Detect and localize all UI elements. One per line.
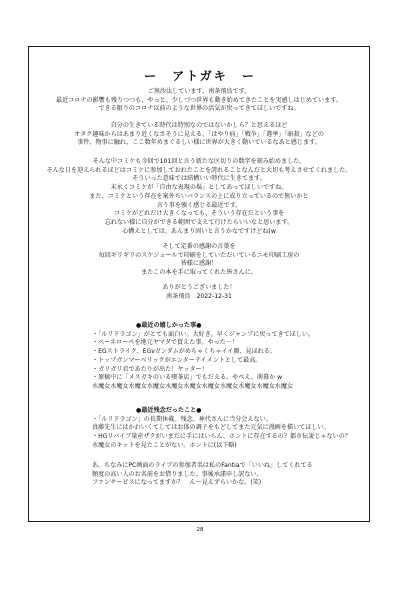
section-heading: ●最近残念だったこと● — [136, 407, 202, 414]
sad-list — [92, 407, 392, 451]
text-line: 頻度の高い人のお名前をお借りました。事後承諾申し訳ない。 — [92, 470, 263, 478]
list-item: 水魔女水魔女水魔女水魔女水魔女水魔女水魔女水魔女水魔女水魔女水魔女 — [92, 382, 294, 390]
text-line: ありがとうございました！ — [162, 284, 236, 291]
list-item: ・ガリガリ君であたりが出た！ヤッター！ — [92, 365, 208, 373]
paragraph-era — [36, 122, 362, 148]
list-item: ・ベーネローペを地元ヤマダで買えた事。やった－！ — [92, 339, 238, 347]
paragraph-comike — [36, 158, 362, 236]
section-heading: ●最近の嬉しかった事● — [136, 322, 202, 329]
author-date: 南条飛鳥 2022-12-31 — [166, 292, 232, 300]
text-line: 言う事を強く感じる最近です。 — [156, 201, 242, 209]
text-line: そんな中コミケも今回で101回と言う新たな区切りの数字を刻み始めました。 — [92, 158, 306, 165]
text-line: あ、ちなみにPC画面のライブの参加者名は私のFantiaで「いいね」してくれてる — [92, 462, 313, 469]
list-item: 真藤先生にはかわいくてしてはお体の調子をもどしてまた元気に漫画を描いてほしい。 — [92, 424, 330, 432]
list-item: ・原稿中に「メスガキのいる喫茶店」でもだえる。やべえ。萌幕か w — [92, 374, 283, 382]
intro-paragraph — [36, 88, 362, 114]
happy-list — [92, 322, 392, 392]
text-line: 忘れない様に自分ができる範囲で支えて行けたらいいなと思います。 — [104, 218, 294, 226]
text-line: 心構えとしては、あんまり固いと言うかなですけどね(w — [122, 227, 276, 235]
text-line: 毎回ギリギリのスケジュールで印刷をしていただいているニモ印刷工房の — [98, 251, 300, 259]
list-item: ・「ルリドラゴン」の長期休載。残念。神代さんに当分会えない。 — [92, 415, 272, 423]
text-line: 末永くコミケが「自由な表現の場」としてあってほしいですね。 — [110, 184, 288, 192]
text-line: できる限りのコロナ以前のような世界の活気が戻ってきてほしいですね。 — [98, 105, 300, 113]
text-line: そして定番の感謝の言葉を — [162, 243, 236, 250]
text-line: 最近コロナの影響も残りつつも、やっと、少しづつ世界も動き始めてきたことを実感しはじめています。 — [56, 96, 342, 104]
page-number: 28 — [196, 527, 204, 533]
text-line: オタク趣味からはあまり近くなさそうに見える。「はやり病」「戦争」「選挙」「暗殺」などの — [74, 130, 324, 138]
text-line: ファンサービスになってますか？ ん～見えずらいかな。(笑) — [92, 479, 262, 487]
text-line: 自分の生きている時代は特別なのではないかしら？と思えるほど — [110, 122, 288, 129]
page-title: ー アトガキ ー — [144, 69, 256, 83]
list-item: ・EGストライク、EGνガンダムがめちゃくちゃイイ顔、見ほれる。 — [92, 348, 276, 356]
text-line: そういった意味では結構いい時代に生きてます。 — [132, 175, 266, 183]
list-item: 水魔女のキットを見たことがない。ホントに(以下略) — [92, 441, 237, 449]
text-line: 事件、物事に触れ、ここ数年めまぐるしい様に世界が大きく動いているなあと感じます。 — [77, 139, 321, 147]
list-item: ・HGリバイブ量産ザクがいまだに手にはいらん、ホントに存在するの？都市伝説じゃないの？ — [92, 433, 351, 441]
signature-block — [36, 284, 362, 301]
text-line: コミケがどれだけ大きくなっても、そういう存在だという事を — [113, 210, 285, 218]
paragraph-thanks — [36, 243, 362, 278]
text-line: 皆様に感謝！ — [180, 260, 218, 268]
text-line: また、コミケという存在を案外ちいバランスの上に成り立っているので無いかと — [89, 192, 309, 200]
text-line: そんな日を迎えられるほどはコミケに参加しておれたことを誇れることなんだと大切も考えさせてくれました。 — [46, 166, 352, 174]
list-item: ・トップガンマーベリックがエンターテイメントとして最高。 — [92, 356, 262, 364]
text-line: ご無沙汰しています、南条飛鳥です。 — [147, 88, 251, 95]
closing-note — [92, 462, 392, 488]
text-line: またこの本を手に取ってくれた皆さんに。 — [141, 269, 257, 277]
list-item: ・「ルリドラゴン」がとても面白い。大好き。早くジャンプに戻ってきてほしい。 — [92, 330, 315, 338]
